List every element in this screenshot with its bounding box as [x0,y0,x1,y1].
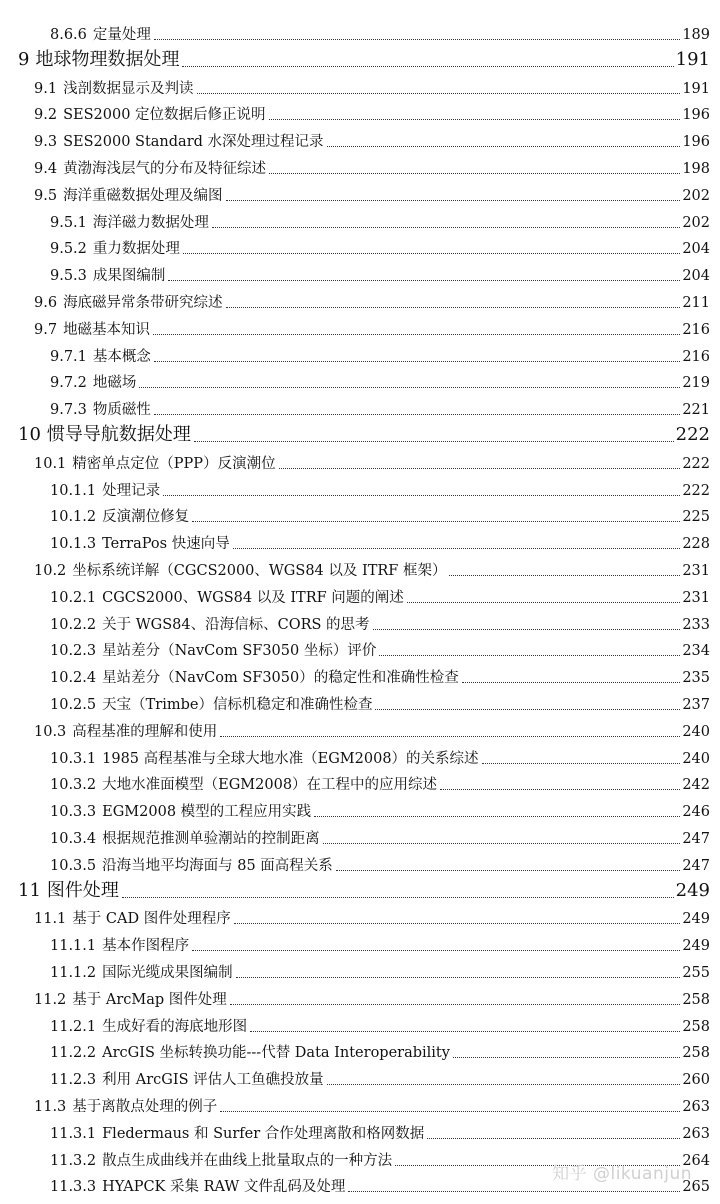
dot-leader [269,119,681,120]
toc-entry-label [50,1071,325,1089]
toc-entry-title: 星站差分（NavCom SF3050 坐标）评价 [102,643,377,660]
toc-entry-label [50,750,480,768]
dot-leader [269,173,680,174]
toc-entry-title: CGCS2000、WGS84 以及 ITRF 问题的阐述 [102,589,404,606]
toc-entry[interactable] [50,956,710,982]
toc-entry[interactable] [50,1036,710,1062]
toc-entry-label [50,857,334,875]
toc-entry-title: 生成好看的海底地形图 [102,1018,248,1035]
toc-entry-label [50,1044,451,1062]
toc-entry[interactable] [50,500,710,526]
toc-entry-number: 10.1.1 [50,482,97,499]
toc-entry-number: 9.7.1 [50,348,87,365]
toc-entry-title: 天宝（Trimbe）信标机稳定和准确性检查 [102,697,373,713]
toc-entry-number: 9.7.2 [50,375,87,392]
toc-entry-page: 216 [682,348,710,365]
toc-entry-title: 处理记录 [102,482,161,499]
toc-entry[interactable] [50,1117,710,1143]
toc-entry-number: 10.1.2 [50,509,97,526]
toc-entry-number: 10.1.3 [50,536,97,553]
toc-entry-number: 11.3.1 [50,1125,97,1142]
toc-entry-label [34,910,232,928]
toc-entry-label [18,49,180,71]
dot-leader [462,682,681,683]
toc-entry-page: 249 [675,879,710,901]
toc-entry-title: 根据规范推测单验潮站的控制距离 [102,831,320,847]
toc-entry[interactable] [50,581,710,607]
toc-entry[interactable] [34,983,710,1009]
toc-entry[interactable] [34,1090,710,1116]
toc-entry[interactable] [50,527,710,553]
dot-leader [453,1057,680,1058]
toc-entry-title: 基本概念 [92,348,151,365]
toc-entry[interactable] [18,876,710,902]
toc-entry-label [34,187,224,205]
toc-entry-page: 219 [682,375,710,392]
toc-entry-number: 11.1.1 [50,938,97,955]
toc-entry-number: 9.3 [34,134,58,151]
toc-entry-number: 9.5.1 [50,214,87,231]
toc-entry-number: 11 [18,879,41,901]
toc-entry-page: 240 [682,723,710,740]
toc-entry-label [34,160,267,178]
dot-leader [226,307,681,308]
dot-leader [279,468,681,469]
toc-entry-title: 基本作图程序 [102,938,190,955]
dot-leader [154,414,680,415]
toc-entry[interactable] [50,742,710,768]
dot-leader [154,39,680,40]
dot-leader [183,253,680,254]
dot-leader [226,200,681,201]
toc-entry-page: 228 [682,536,710,553]
toc-entry-page: 237 [682,697,710,713]
toc-entry-page: 196 [682,134,710,151]
toc-entry[interactable] [34,72,710,98]
toc-entry-page: 204 [682,241,710,258]
toc-entry-title: 基于离散点处理的例子 [72,1099,218,1115]
toc-entry-label [34,80,195,98]
toc-entry-label [34,106,267,124]
toc-entry[interactable] [50,259,710,285]
toc-entry-title: 坐标系统详解（CGCS2000、WGS84 以及 ITRF 框架） [72,563,447,579]
toc-entry-page: 260 [682,1072,710,1089]
dot-leader [163,495,680,496]
toc-entry-page: 263 [682,1099,710,1115]
dot-leader [197,93,681,94]
dot-leader [336,870,681,871]
toc-entry-page: 222 [675,424,710,445]
toc-entry-page: 204 [682,268,710,285]
toc-entry-label [50,401,152,419]
toc-entry-label [34,294,224,312]
toc-entry[interactable] [50,688,710,714]
toc-entry-page: 191 [682,80,710,97]
toc-entry-title: 大地水准面模型（EGM2008）在工程中的应用综述 [102,777,438,794]
toc-entry-page: 235 [682,670,710,687]
toc-entry-page: 222 [682,482,710,499]
toc-entry-number: 9.5.2 [50,241,87,258]
toc-entry-page: 189 [682,27,710,43]
dot-leader [327,1084,681,1085]
toc-entry-number: 10.2.5 [50,697,97,713]
toc-entry-title: 散点生成曲线并在曲线上批量取点的一种方法 [102,1152,393,1169]
toc-entry-label [50,508,190,526]
toc-entry[interactable] [50,822,710,848]
toc-entry-number: 10.3.3 [50,804,97,821]
toc-entry-page: 247 [682,857,710,874]
toc-entry-label [50,214,210,232]
dot-leader [449,575,680,576]
toc-entry-label [50,1125,425,1143]
toc-entry-page: 202 [682,187,710,204]
toc-entry-page: 264 [682,1152,710,1169]
toc-entry-page: 221 [682,402,710,419]
toc-entry-page: 249 [682,938,710,955]
toc-entry-label [34,991,228,1009]
toc-entry-title: 高程基准的理解和使用 [72,723,218,740]
toc-entry[interactable] [34,286,710,312]
toc-entry-number: 9 [18,48,30,70]
toc-entry-title: 沿海当地平均海面与 85 面高程关系 [102,857,333,874]
toc-entry-number: 9.5.3 [50,268,87,285]
toc-entry-title: 物质磁性 [92,402,151,419]
toc-entry-number: 9.5 [34,187,58,204]
dot-leader [168,280,680,281]
toc-entry-page: 263 [682,1125,710,1142]
toc-entry[interactable] [34,152,710,178]
toc-entry-page: 249 [682,911,710,928]
toc-entry-title: 关于 WGS84、沿海信标、CORS 的思考 [102,616,370,633]
toc-entry-label [50,267,166,285]
toc-entry-label [34,321,151,339]
toc-entry-title: 海洋磁力数据处理 [92,214,209,231]
toc-entry-number: 10 [18,424,41,445]
toc-entry[interactable] [18,420,710,446]
toc-entry-number: 9.7 [34,321,58,338]
toc-entry-label [50,803,312,821]
toc-entry-page: 234 [682,643,710,660]
toc-entry-title: 星站差分（NavCom SF3050）的稳定性和准确性检查 [102,670,459,687]
toc-entry-number: 9.1 [34,80,58,97]
toc-entry[interactable] [50,795,710,821]
toc-entry-title: 图件处理 [46,879,119,901]
dot-leader [182,66,673,67]
toc-entry[interactable] [50,1063,710,1089]
toc-entry-page: 265 [682,1179,710,1196]
toc-entry-number: 10.3.1 [50,750,97,767]
toc-entry-label [34,1098,218,1116]
toc-entry-title: 1985 高程基准与全球大地水准（EGM2008）的关系综述 [102,750,479,767]
toc-entry-number: 10.3.2 [50,777,97,794]
toc-entry-number: 9.4 [34,161,58,177]
dot-leader [194,441,674,442]
toc-entry-page: 255 [682,965,710,981]
toc-entry-number: 10.2.4 [50,670,97,687]
toc-entry-label [50,964,234,982]
toc-entry-page: 240 [682,750,710,767]
toc-entry-number: 10.2 [34,563,67,579]
toc-entry-page: 191 [675,48,710,70]
toc-entry-page: 202 [682,214,710,231]
toc-entry-number: 11.2.1 [50,1018,97,1035]
dot-leader [122,897,674,898]
toc-entry-title: 地球物理数据处理 [35,48,180,70]
toc-entry-page: 246 [682,804,710,821]
toc-entry-page: 222 [682,455,710,472]
toc-entry-title: 国际光缆成果图编制 [102,965,233,981]
toc-entry-number: 11.2.3 [50,1072,97,1089]
dot-leader [250,1031,680,1032]
toc-entry-title: TerraPos 快速向导 [102,536,230,553]
toc-entry-number: 9.7.3 [50,402,87,419]
toc-entry-number: 10.2.3 [50,643,97,660]
toc-entry-title: 海底磁异常条带研究综述 [63,295,223,311]
dot-leader [427,1138,680,1139]
toc-entry[interactable] [18,45,710,71]
toc-entry-label [50,642,377,660]
watermark: 知乎 @likuanjun [552,1164,692,1184]
toc-entry[interactable] [50,661,710,687]
toc-entry-title: 地磁基本知识 [63,321,151,338]
toc-entry-label [50,937,190,955]
toc-entry-label [34,723,218,741]
dot-leader [154,361,680,362]
toc-entry-number: 11.3.2 [50,1152,97,1169]
toc-entry-label [18,880,120,902]
toc-entry-page: 231 [682,563,710,579]
toc-entry-title: 反演潮位修复 [102,509,190,526]
toc-entry-page: 225 [682,509,710,526]
toc-entry[interactable] [50,608,710,634]
toc-entry-label [50,776,438,794]
toc-entry-label [50,669,460,687]
toc-entry[interactable] [34,313,710,339]
dot-leader [236,977,681,978]
toc-entry[interactable] [34,125,710,151]
toc-entry-label [50,348,152,366]
toc-entry-label [34,455,277,473]
toc-entry[interactable] [50,18,710,44]
toc-entry[interactable] [50,634,710,660]
toc-entry-number: 10.2.2 [50,616,97,633]
toc-entry-title: 基于 ArcMap 图件处理 [72,991,227,1008]
toc-entry[interactable] [34,554,710,580]
toc-entry[interactable] [50,340,710,366]
toc-entry-label [34,133,325,151]
dot-leader [375,709,680,710]
toc-entry-number: 9.6 [34,295,58,311]
toc-entry-number: 10.3.4 [50,831,97,847]
toc-entry[interactable] [50,366,710,392]
toc-entry-title: 地磁场 [92,375,137,392]
toc-entry-page: 231 [682,589,710,606]
toc-entry-number: 11.3 [34,1099,67,1115]
toc-entry-label [50,696,373,714]
toc-entry[interactable] [34,447,710,473]
toc-entry-label [50,1178,346,1196]
toc-entry[interactable] [50,232,710,258]
toc-entry-page: 233 [682,616,710,633]
dot-leader [233,548,681,549]
toc-entry-label [50,616,371,634]
toc-entry-title: ArcGIS 坐标转换功能---代替 Data Interoperability [102,1045,450,1062]
toc-entry-page: 198 [682,161,710,177]
toc-entry-number: 10.3.5 [50,857,97,874]
toc-entry-title: 成果图编制 [92,268,166,285]
toc-entry-title: EGM2008 模型的工程应用实践 [102,804,312,821]
toc-entry-title: 基于 CAD 图件处理程序 [72,911,231,928]
dot-leader [192,521,680,522]
toc-entry-title: 定量处理 [92,27,151,43]
toc-entry-page: 216 [682,321,710,338]
toc-entry-title: SES2000 Standard 水深处理过程记录 [63,134,324,151]
dot-leader [440,789,680,790]
dot-leader [379,655,680,656]
toc-entry-title: 海洋重磁数据处理及编图 [63,187,223,204]
toc-entry-label [50,1018,248,1036]
toc-entry-label [50,374,137,392]
toc-entry-page: 258 [682,1018,710,1035]
toc-entry[interactable] [34,98,710,124]
toc-entry[interactable] [50,1010,710,1036]
toc-entry-page: 211 [682,295,710,311]
toc-entry-label [50,482,161,500]
toc-entry-title: 重力数据处理 [92,241,180,258]
toc-entry-title: Fledermaus 和 Surfer 合作处理离散和格网数据 [102,1125,425,1142]
toc-entry[interactable] [50,474,710,500]
toc-entry-title: 利用 ArcGIS 评估人工鱼礁投放量 [102,1072,324,1089]
toc-entry[interactable] [34,902,710,928]
toc-entry-label [18,424,192,446]
toc-entry[interactable] [34,179,710,205]
toc-entry-page: 258 [682,1045,710,1062]
toc-entry[interactable] [50,393,710,419]
dot-leader [212,227,680,228]
toc-entry-label [50,589,405,607]
toc-entry-title: HYAPCK 采集 RAW 文件乱码及处理 [102,1179,346,1196]
toc-entry-page: 242 [682,777,710,794]
toc-entry-title: 惯导导航数据处理 [46,424,191,445]
toc-entry-page: 258 [682,991,710,1008]
toc-entry-label [50,240,181,258]
dot-leader [220,736,680,737]
toc-entry-number: 10.3 [34,723,67,740]
toc-entry-number: 11.1.2 [50,965,97,981]
dot-leader [314,816,680,817]
toc-entry-number: 11.2.2 [50,1045,97,1062]
dot-leader [327,146,681,147]
toc-entry-number: 11.1 [34,911,67,928]
toc-entry-label [50,535,231,553]
toc-entry-page: 196 [682,107,710,124]
toc-entry-page: 247 [682,831,710,847]
toc-entry-label [50,26,152,44]
dot-leader [373,629,681,630]
toc-entry[interactable] [50,929,710,955]
toc-entry-label [34,562,447,580]
dot-leader [323,843,681,844]
toc-entry-number: 10.1 [34,455,67,472]
toc-entry-number: 9.2 [34,107,58,124]
toc-entry-number: 11.3.3 [50,1179,97,1196]
toc-entry[interactable] [50,849,710,875]
toc-entry[interactable] [50,206,710,232]
dot-leader [139,387,680,388]
toc-entry-number: 10.2.1 [50,589,97,606]
toc-entry[interactable] [50,768,710,794]
dot-leader [192,950,680,951]
toc-entry-title: 黄渤海浅层气的分布及特征综述 [63,161,267,177]
dot-leader [482,763,681,764]
dot-leader [348,1191,680,1192]
toc-entry-title: 精密单点定位（PPP）反演潮位 [72,455,276,472]
toc-entry-label [50,830,321,848]
toc-entry-number: 8.6.6 [50,27,87,43]
toc-entry-title: 浅剖数据显示及判读 [63,80,194,97]
toc-entry-title: SES2000 定位数据后修正说明 [63,107,266,124]
dot-leader [234,923,681,924]
toc-entry-number: 11.2 [34,991,67,1008]
dot-leader [407,602,681,603]
toc-entry-label [50,1152,393,1170]
dot-leader [220,1111,680,1112]
dot-leader [153,334,680,335]
dot-leader [230,1004,681,1005]
toc-entry[interactable] [34,715,710,741]
